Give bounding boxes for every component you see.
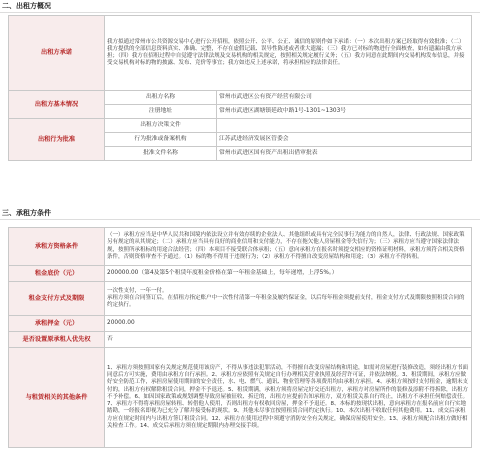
approval-label: 出租行为批准	[9, 119, 105, 161]
payment-row	[9, 282, 472, 316]
approval-agency-label: 行为批准或备案机构	[105, 133, 217, 147]
address-label: 注册地址	[105, 105, 217, 119]
deposit-value: 20000.00	[105, 316, 472, 332]
section-divider	[0, 219, 480, 220]
address-value: 常州市武进区湖塘镇延政中路1号-1301~1303号	[217, 105, 472, 119]
qualification-text: （一）承租方应当是中华人民共和国境内依法设立并有效存续的企业法人、其他组织或具有完全民事行为能力的自然人，法律、行政法规、国家政策另有规定的从其规定；（二）承租方应当具有良好的商业信用和支付能力，不存在拖欠他人房屋租金等失信行为；（三）承租方应当遵守国家法律法规，按照所承租标的用途合法经营；（四）本项目不接受联合体承租；（五）意向承租方在报名时须提交相应的资格证明材料，承租方须符合相关资格条件，否则资格审查不予通过。（1）标的物不得用于违规行为；（2）承租方不得擅自改变房屋结构和用途；（3）承租方不得转租。	[105, 228, 472, 266]
approval-doc-value: 常州市武进区国有资产出租出借审批表	[217, 147, 472, 161]
lessee-conditions-table	[8, 227, 472, 448]
decision-doc-value	[217, 119, 472, 133]
qualification-label: 承租方资格条件	[9, 228, 105, 266]
lessor-name-row	[9, 91, 472, 105]
commitment-row	[9, 16, 472, 91]
section-title-lessee: 三、承租方条件	[2, 209, 51, 217]
rent-price-row	[9, 266, 472, 282]
priority-row	[9, 332, 472, 348]
other-conditions-text: 1、承租方须按照国家有关规定规范使用该房产，不得从事违法犯罪活动，不得擅自改变房屋结构和用途，如需对房屋进行装修改造，须经出租方书面同意后方可实施，费用由承租方自行承担。2、承租方应依照有关规定自行办理相关营业执照及经营许可证，并依法纳税。3、租赁期间，承租方应做好安全防范工作，承担房屋使用期间的安全责任，水、电、燃气、通讯、物业管理等各项费用均由承租方承担。4、承租方须按时支付租金，逾期未支付的，出租方有权解除租赁合同，押金不予退还。5、租赁期满，承租方须将房屋完好交还出租方，承租方对房屋所作的装修及添附不得拆除，出租方不予补偿。6、如因国家政策或规划调整导致房屋被征收、拆迁的，出租方应提前告知承租方，双方租赁关系自行终止，出租方不承担任何赔偿责任。7、承租方不得将承租房屋转租、转借他人使用，否则出租方有权收回房屋，押金不予退还。8、本标的按现状出租，意向承租方在报名前应自行实地踏勘，一经报名即视为已充分了解并接受标的现状。9、其他未尽事宜按照租赁合同约定执行。10、本次出租不收取任何其他费用。11、成交后承租方应在规定时间内与出租方签订租赁合同。12、承租方在使用过程中须遵守消防安全有关规定，确保房屋使用安全。13、承租方须配合出租方做好相关检查工作。14、成交后承租方须在规定期限内办理交接手续。	[105, 348, 472, 448]
deposit-label: 承租押金（元）	[9, 316, 105, 332]
approval-agency-value: 江苏武进经济发展区管委会	[217, 133, 472, 147]
basic-info-label: 出租方基本情况	[9, 91, 105, 119]
lessor-name-label: 出租方名称	[105, 91, 217, 105]
approval-doc-label: 批准文件名称	[105, 147, 217, 161]
commitment-text: 我方拟通过常州市公共资源交易中心进行公开招租，依照公开、公平、公正、诚信的原则作如下承诺：（一）本次出租方案已经取得有效批准；（二）我方提供的全部信息资料真实、准确、完整，不存在虚假记载、误导性陈述或者重大遗漏；（三）我方已对标的物进行全面核查，如有遗漏由我方承担；（四）我方在招租过程中自觉遵守法律法规及交易机构的相关规定，按照相关规定履行义务；（五）我方同意在此期间内交易机构发布信息，并接受交易机构对标的物的披露、发布、竞价等事宜；我方如违反上述承诺，将承担相应的法律责任。	[105, 16, 472, 91]
lessor-name-value: 常州市武进区公有资产经营有限公司	[217, 91, 472, 105]
section-divider	[0, 12, 480, 13]
deposit-row	[9, 316, 472, 332]
other-conditions-label: 与租赁相关的其他条件	[9, 348, 105, 448]
payment-label: 租金支付方式及期限	[9, 282, 105, 316]
priority-label: 是否设置原承租人优先权	[9, 332, 105, 348]
section-title-lessor: 二、出租方概况	[2, 2, 51, 10]
decision-doc-row	[9, 119, 472, 133]
payment-text: 一次性支付，一年一付。 承租方须在合同签订后，在招租方指定账户中一次性付清第一年租金及履约保证金，以后每年租金须提前支付，租金支付方式及期限按照租赁合同的约定执行。	[105, 282, 472, 316]
other-conditions-row	[9, 348, 472, 448]
commitment-label: 出租方承诺	[9, 16, 105, 91]
lessor-overview-table	[8, 15, 472, 161]
priority-value: 否	[105, 332, 472, 348]
qualification-row	[9, 228, 472, 266]
rent-price-label: 租金底价（元）	[9, 266, 105, 282]
decision-doc-label: 出租方决策文件	[105, 119, 217, 133]
rent-price-value: 200000.00（第4及第5个租赁年度租金价格在第一年租金基础上，每年递增，上浮5%。）	[105, 266, 472, 282]
